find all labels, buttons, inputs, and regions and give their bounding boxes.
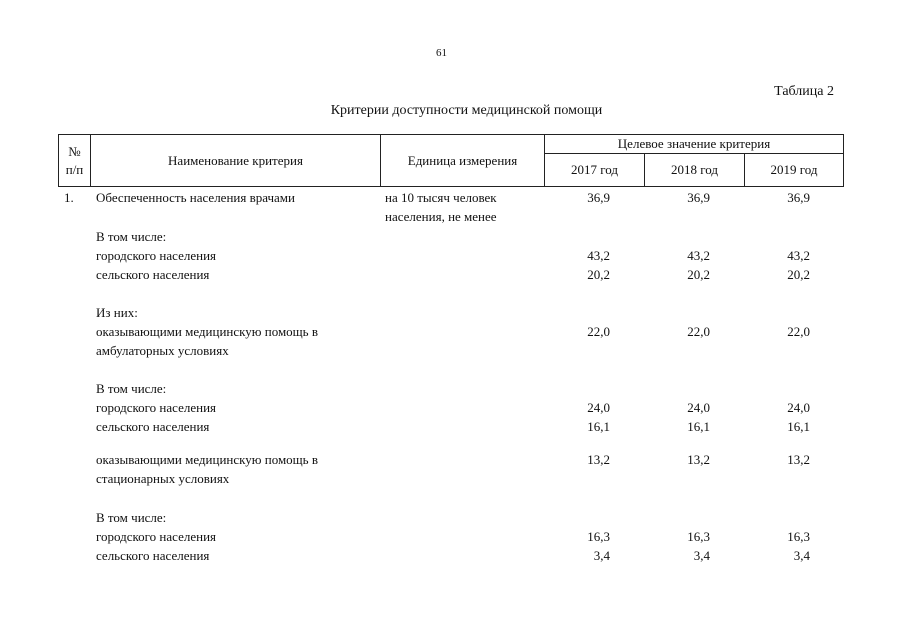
- value-2019: 16,1: [787, 419, 810, 434]
- unit-line1: на 10 тысяч человек: [385, 190, 497, 205]
- header-target-value: Целевое значение критерия: [544, 134, 844, 154]
- unit-line2: населения, не менее: [385, 209, 497, 224]
- page-number: 61: [436, 47, 447, 59]
- header-unit: Единица измерения: [380, 134, 545, 187]
- value-2017: 24,0: [587, 400, 610, 415]
- header-year-2019: 2019 год: [744, 153, 844, 187]
- value-2017: 43,2: [587, 248, 610, 263]
- value-2018: 20,2: [687, 267, 710, 282]
- value-2017: 36,9: [587, 190, 610, 205]
- value-2018: 24,0: [687, 400, 710, 415]
- criterion-label: сельского населения: [96, 419, 210, 434]
- header-criterion-name: Наименование критерия: [90, 134, 381, 187]
- value-2017: 16,3: [587, 529, 610, 544]
- value-2018: 36,9: [687, 190, 710, 205]
- criterion-label: городского населения: [96, 248, 217, 263]
- header-number-line2: п/п: [65, 161, 84, 177]
- subheading-label: В том числе:: [96, 229, 167, 244]
- value-2018: 16,1: [687, 419, 710, 434]
- header-year-2017: 2017 год: [544, 153, 645, 187]
- criterion-label: Обеспеченность населения врачами: [96, 190, 295, 205]
- criterion-label: оказывающими медицинскую помощь в: [96, 324, 319, 339]
- value-2019: 43,2: [787, 248, 810, 263]
- criterion-label-continued: стационарных условиях: [96, 471, 230, 486]
- value-2017: 13,2: [587, 452, 610, 467]
- value-2018: 13,2: [687, 452, 710, 467]
- criterion-label-continued: амбулаторных условиях: [96, 343, 229, 358]
- row-number: 1.: [64, 190, 74, 205]
- value-2017: 16,1: [587, 419, 610, 434]
- value-2019: 36,9: [787, 190, 810, 205]
- table-title: Критерии доступности медицинской помощи: [330, 103, 603, 118]
- value-2018: 22,0: [687, 324, 710, 339]
- criterion-label: городского населения: [96, 400, 217, 415]
- value-2017: 20,2: [587, 267, 610, 282]
- value-2018: 43,2: [687, 248, 710, 263]
- criterion-label: оказывающими медицинскую помощь в: [96, 452, 319, 467]
- table-label: Таблица 2: [774, 84, 834, 99]
- value-2019: 20,2: [787, 267, 810, 282]
- value-2017: 22,0: [587, 324, 610, 339]
- criterion-label: городского населения: [96, 529, 217, 544]
- subheading-label: В том числе:: [96, 381, 167, 396]
- subheading-label: Из них:: [96, 305, 138, 320]
- value-2017: 3,4: [593, 548, 610, 563]
- value-2019: 3,4: [793, 548, 810, 563]
- value-2019: 16,3: [787, 529, 810, 544]
- header-number-line1: №: [68, 143, 81, 159]
- value-2019: 13,2: [787, 452, 810, 467]
- value-2018: 16,3: [687, 529, 710, 544]
- value-2019: 22,0: [787, 324, 810, 339]
- criterion-label: сельского населения: [96, 548, 210, 563]
- value-2019: 24,0: [787, 400, 810, 415]
- header-year-2018: 2018 год: [644, 153, 745, 187]
- header-number-cell: [58, 134, 91, 187]
- subheading-label: В том числе:: [96, 510, 167, 525]
- criterion-label: сельского населения: [96, 267, 210, 282]
- value-2018: 3,4: [693, 548, 710, 563]
